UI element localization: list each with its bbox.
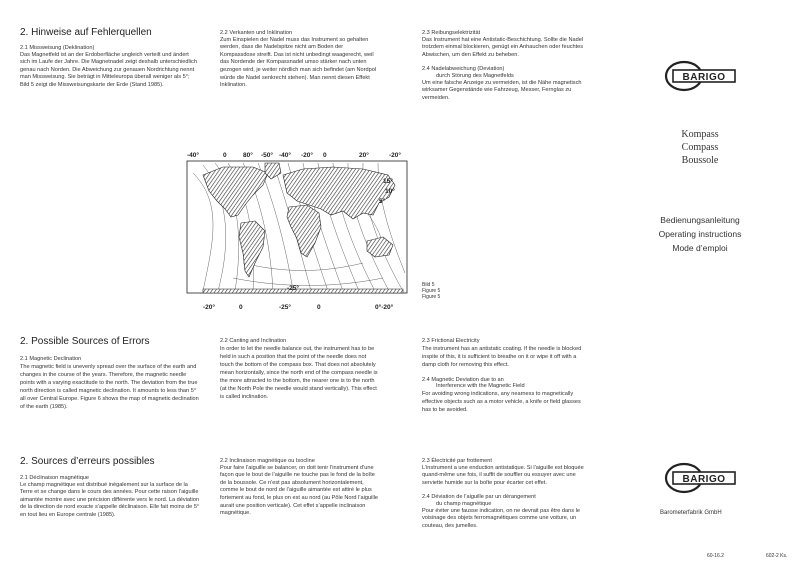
de-s23-s24 <box>422 30 584 102</box>
de-s24-title: 2.4 Nadelabweichung (Deviation) <box>422 66 505 73</box>
company-name: Barometerfabrik GmbH <box>660 510 722 516</box>
map-inner-label: 10° <box>385 188 395 195</box>
fr-title: 2. Sources d’erreurs possibles <box>20 456 155 467</box>
fr-s24-text: Pour éviter une fausse indication, on ne devrait pas être dans le voisinage des objets ferromagnétiques comme une voiture, un couteau, des jumelles. <box>422 507 580 529</box>
map-bottom-label: -25° <box>279 304 291 311</box>
declination-map <box>183 143 423 313</box>
map-top-label: -50° <box>261 152 273 159</box>
barigo-logo-bottom <box>663 462 737 494</box>
fr-s21-text: Le champ magnétique est distribué inégalement sur la surface de la Terre et se change dans le cours des années. Pour cette raison l’aiguille aimantée montre avec une précision différente vers le nord. La déviation de la direction de nord exacte s’appelle déclinaison. Elle fait moins de 5° en tout lieu en Europe centrale (1985). <box>20 481 200 518</box>
product-en: Compass <box>681 142 719 153</box>
de-s24-title2: durch Störung des Magnetfelds <box>436 72 514 79</box>
fr-s24-title2: du champ magnétique <box>436 500 492 507</box>
fr-s21-title: 2.1 Déclinaison magnétique <box>20 475 90 481</box>
map-caption-de: Bild 5 <box>422 282 435 288</box>
de-title: 2. Hinweise auf Fehlerquellen <box>20 27 152 38</box>
map-top-label: -20° <box>389 152 401 159</box>
de-s24-text: Um eine falsche Anzeige zu vermeiden, ist die Nähe magnetisch wirksamer Gegenstände wie Fahrzeug, Messer, Fernglas zu vermeiden. <box>422 79 582 101</box>
map-caption-en: Figure 5 <box>422 288 441 294</box>
product-fr: Boussole <box>681 155 719 166</box>
map-top-label: 80° <box>243 152 253 159</box>
de-s22-text: Zum Einspielen der Nadel muss das Instrument so gehalten werden, dass die Nadelspitze nicht am Boden der Kompassdose streift. Das ist nicht unbedingt waagerecht, weil das Nordende der Kompassnadel umso stärker nach unten gezogen wird, je weiter nördlich man sich befindet (am Nordpol würde die Nadel senkrecht stehen). Man nennt diesen Effekt Inklination. <box>220 36 377 89</box>
en-section <box>20 336 200 411</box>
map-top-label: -40° <box>279 152 291 159</box>
code-right: 602-2 Ks. <box>766 553 788 559</box>
map-top-label: 0 <box>223 152 227 159</box>
fr-section <box>20 456 200 520</box>
barigo-logo-top <box>663 60 737 92</box>
barigo-logo-text: BARIGO <box>682 474 726 485</box>
manual-fr: Mode d’emploi <box>672 243 728 253</box>
map-caption-fr: Figure 5 <box>422 294 441 300</box>
en-s24-title2: Interference with the Magnetic Field <box>436 383 525 390</box>
en-s21-text: The magnetic field is unevenly spread over the surface of the earth and changes in the course of the years. Therefore, the magnetic needle points with a varying exactitude to the north. The deviation from the true north direction is called magnetic declination. It amounts to less than 5° all over Central Europe. Figure 6 shows the map of magnetic declination of the earth (1985). <box>20 363 199 410</box>
en-title: 2. Possible Sources of Errors <box>20 336 150 347</box>
product-names <box>630 128 770 167</box>
de-s22-title: 2.2 Verkanten und Inklination <box>220 30 293 36</box>
manual-de: Bedienungsanleitung <box>660 215 740 225</box>
map-top-label: -40° <box>187 152 199 159</box>
barigo-logo-icon <box>663 462 737 494</box>
map-bottom-labels <box>203 303 394 311</box>
fr-s23-s24 <box>422 458 586 530</box>
map-bottom-label: 0°-20° <box>375 304 394 311</box>
en-s24-text: For avoiding wrong indications, any nearness to magnetically effective objects such as a motor vehicle, a knife or field glasses has to be avoided. <box>422 390 581 413</box>
barigo-logo-icon <box>663 60 737 92</box>
map-top-label: -20° <box>301 152 313 159</box>
map-inner-label: 15° <box>383 178 393 185</box>
de-s23-text: Das Instrument hat eine Antistatic-Beschichtung. Sollte die Nadel trotzdem einmal blockieren, genügt ein Anhauchen oder feuchtes Abwischen, um den Effekt zu beheben. <box>422 36 584 58</box>
fr-s24-title: 2.4 Déviation de l’aiguille par un dérangement <box>422 494 536 501</box>
en-s22-text: In order to let the needle balance out, the instrument has to be held in such a position that the point of the needle does not touch the bottom of the compass box. That does not absolutely mean horizontally, since the north end of the compass needle is the more attracted to the bottom, the nearer one is to the north (at the North Pole the needle would stand vertically). This effect is called inclination. <box>220 345 378 400</box>
en-s23-title: 2.3 Frictional Electricity <box>422 338 480 344</box>
antarctica <box>203 289 403 293</box>
map-bottom-label: 0 <box>317 304 321 311</box>
fr-s22 <box>220 458 380 518</box>
map-caption <box>422 282 462 300</box>
manual-en: Operating instructions <box>658 229 742 239</box>
map-top-label: 0 <box>323 152 327 159</box>
declination-map-svg <box>183 143 423 313</box>
de-s22 <box>220 30 380 90</box>
barigo-logo-text: BARIGO <box>682 72 726 83</box>
manual-titles <box>630 213 770 255</box>
map-top-label: 20° <box>359 152 369 159</box>
de-s21-text: Das Magnetfeld ist an der Erdoberfläche ungleich verteilt und ändert sich im Laufe der Jahre. Die Magnetnadel zeigt deshalb unterschiedlich genau nach Norden. Die Abweichung zur genauen Nordrichtung nennt man Missweisung. Sie beträgt in Mitteleuropa überall weniger als 5°; Bild 5 zeigt die Missweisungskarte der Erde (Stand 1985). <box>20 51 197 88</box>
map-inner-label: -25° <box>287 285 299 292</box>
map-bottom-label: -20° <box>203 304 215 311</box>
de-s23-title: 2.3 Reibungselektrizität <box>422 30 481 36</box>
en-s24-title: 2.4 Magnetic Deviation due to an <box>422 376 504 383</box>
map-bottom-label: 0 <box>239 304 243 311</box>
en-s22-title: 2.2 Canting and Inclination <box>220 338 287 344</box>
en-s21-title: 2.1 Magnetic Declination <box>20 356 82 362</box>
de-section <box>20 27 200 90</box>
fr-s22-title: 2.2 Inclinaison magnétique ou Isocline <box>220 458 315 464</box>
product-de: Kompass <box>681 129 719 140</box>
code-left: 60-16.2 <box>707 553 724 559</box>
fr-s22-text: Pour faire l’aiguille se balancer, on doit tenir l’instrument d’une façon que le bout de l’aiguille ne touche pas le fond de la boîte de la boussole. Ce n’est pas absolument horizontalement, comme le bout de nord de l’aiguille aimantée est attiré le plus fortement au fond, le plus on est au nord (au Pôle Nord l’aiguille aurait une position verticale). Cet effet s’appelle inclinaison magnétique. <box>220 464 378 517</box>
en-s23-s24 <box>422 338 586 414</box>
fr-s23-text: L’instrument a une enduction antistatique. Si l’aiguille est bloquée quand-même une fois, il suffit de souffler ou essuyer avec une serviette humide sur la boîte pour écarter cet effet. <box>422 464 584 486</box>
en-s23-text: The instrument has an antistatic coating. If the needle is blocked inspite of this, it is sufficient to breathe on it or wipe it off with a damp cloth for removing this effect. <box>422 345 582 368</box>
fr-s23-title: 2.3 Électricité par frottement <box>422 458 492 464</box>
en-s22 <box>220 338 380 401</box>
de-s21-title: 2.1 Missweisung (Deklination) <box>20 45 95 51</box>
map-inner-label: 5° <box>379 198 386 205</box>
map-top-labels <box>187 151 401 159</box>
